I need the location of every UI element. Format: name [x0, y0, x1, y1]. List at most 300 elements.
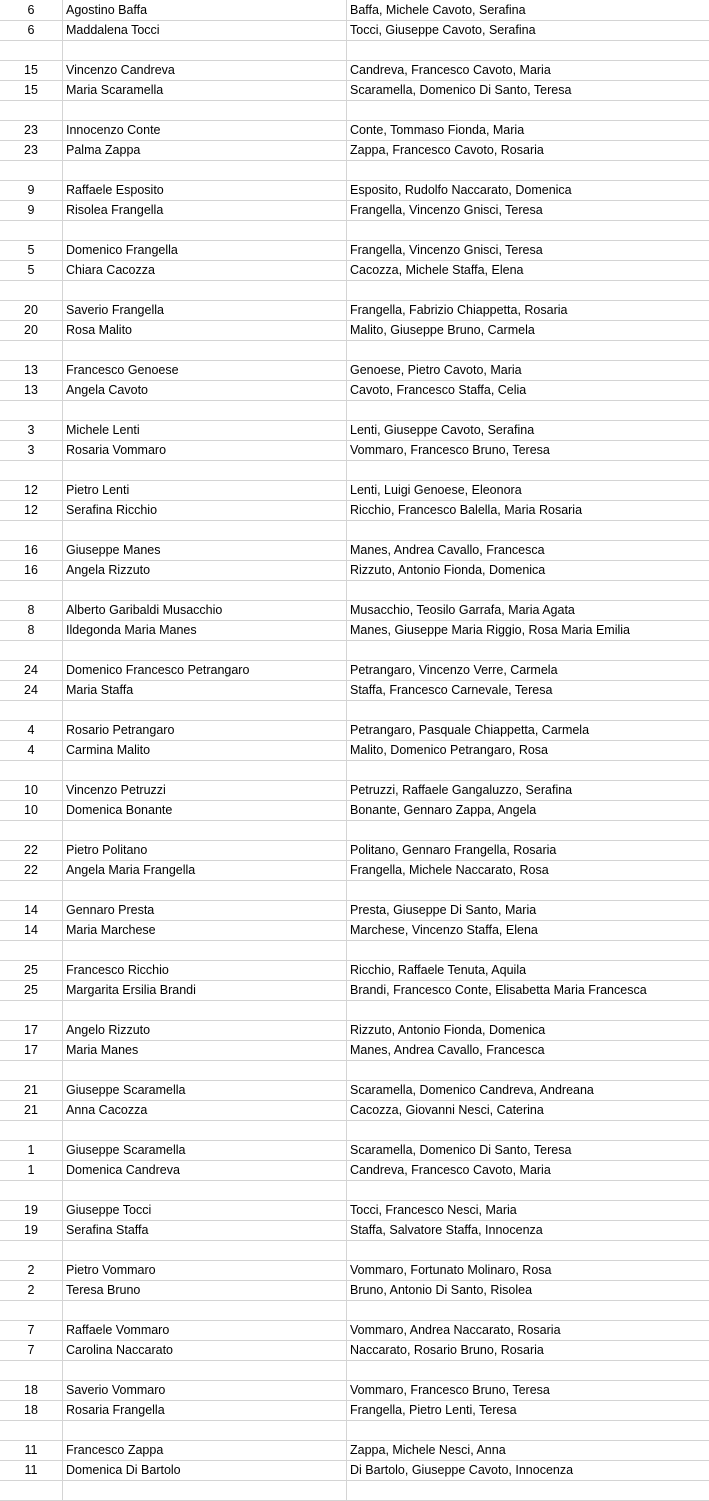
- table-row: [0, 21, 709, 41]
- table-row: [0, 1141, 709, 1161]
- spacer-row: [0, 1181, 709, 1201]
- spouse-name-cell[interactable]: Angela Rizzuto: [63, 561, 347, 581]
- row-number-cell[interactable]: 13: [0, 381, 63, 401]
- row-number-cell[interactable]: 2: [0, 1261, 63, 1281]
- spacer-row: [0, 761, 709, 781]
- spouse-name-cell[interactable]: Vincenzo Petruzzi: [63, 781, 347, 801]
- parents-cell[interactable]: [347, 821, 709, 841]
- parents-cell[interactable]: Rizzuto, Antonio Fionda, Domenica: [347, 1021, 709, 1041]
- row-number-cell[interactable]: 5: [0, 261, 63, 281]
- parents-cell[interactable]: Staffa, Francesco Carnevale, Teresa: [347, 681, 709, 701]
- row-number-cell[interactable]: 12: [0, 501, 63, 521]
- row-number-cell[interactable]: [0, 161, 63, 181]
- table-row: [0, 741, 709, 761]
- spouse-name-cell[interactable]: Vincenzo Candreva: [63, 61, 347, 81]
- table-row: [0, 1381, 709, 1401]
- table-row: [0, 421, 709, 441]
- parents-cell[interactable]: Candreva, Francesco Cavoto, Maria: [347, 61, 709, 81]
- spouse-name-cell[interactable]: Maddalena Tocci: [63, 21, 347, 41]
- parents-cell[interactable]: Lenti, Luigi Genoese, Eleonora: [347, 481, 709, 501]
- spacer-row: [0, 1301, 709, 1321]
- table-row: [0, 681, 709, 701]
- row-number-cell[interactable]: [0, 701, 63, 721]
- spouse-name-cell[interactable]: [63, 341, 347, 361]
- row-number-cell[interactable]: [0, 1121, 63, 1141]
- row-number-cell[interactable]: 22: [0, 841, 63, 861]
- row-number-cell[interactable]: [0, 101, 63, 121]
- parents-cell[interactable]: Frangella, Vincenzo Gnisci, Teresa: [347, 241, 709, 261]
- row-number-cell[interactable]: 12: [0, 481, 63, 501]
- spouse-name-cell[interactable]: [63, 761, 347, 781]
- parents-cell[interactable]: Brandi, Francesco Conte, Elisabetta Maria Francesca: [347, 981, 709, 1001]
- table-row: [0, 481, 709, 501]
- table-row: [0, 1201, 709, 1221]
- row-number-cell[interactable]: 25: [0, 981, 63, 1001]
- spouse-name-cell[interactable]: Raffaele Vommaro: [63, 1321, 347, 1341]
- spouse-name-cell[interactable]: Ildegonda Maria Manes: [63, 621, 347, 641]
- spouse-name-cell[interactable]: [63, 521, 347, 541]
- spacer-row: [0, 1121, 709, 1141]
- row-number-cell[interactable]: 10: [0, 801, 63, 821]
- parents-cell[interactable]: [347, 641, 709, 661]
- row-number-cell[interactable]: [0, 401, 63, 421]
- spacer-row: [0, 1361, 709, 1381]
- parents-cell[interactable]: [347, 101, 709, 121]
- spouse-name-cell[interactable]: Pietro Politano: [63, 841, 347, 861]
- spouse-name-cell[interactable]: Domenico Francesco Petrangaro: [63, 661, 347, 681]
- spacer-row: [0, 881, 709, 901]
- spouse-name-cell[interactable]: Giuseppe Scaramella: [63, 1081, 347, 1101]
- table-row: [0, 621, 709, 641]
- row-number-cell[interactable]: 10: [0, 781, 63, 801]
- parents-cell[interactable]: Scaramella, Domenico Di Santo, Teresa: [347, 1141, 709, 1161]
- table-row: [0, 981, 709, 1001]
- row-number-cell[interactable]: [0, 281, 63, 301]
- table-row: [0, 1461, 709, 1481]
- parents-cell[interactable]: [347, 581, 709, 601]
- table-row: [0, 441, 709, 461]
- spacer-row: [0, 221, 709, 241]
- row-number-cell[interactable]: 16: [0, 541, 63, 561]
- row-number-cell[interactable]: 22: [0, 861, 63, 881]
- spacer-row: [0, 521, 709, 541]
- spacer-row: [0, 341, 709, 361]
- spouse-name-cell[interactable]: Gennaro Presta: [63, 901, 347, 921]
- spouse-name-cell[interactable]: Maria Scaramella: [63, 81, 347, 101]
- spouse-name-cell[interactable]: Domenica Candreva: [63, 1161, 347, 1181]
- spouse-name-cell[interactable]: Domenica Di Bartolo: [63, 1461, 347, 1481]
- parents-cell[interactable]: Di Bartolo, Giuseppe Cavoto, Innocenza: [347, 1461, 709, 1481]
- parents-cell[interactable]: [347, 1421, 709, 1441]
- parents-cell[interactable]: Malito, Domenico Petrangaro, Rosa: [347, 741, 709, 761]
- parents-cell[interactable]: Tocci, Giuseppe Cavoto, Serafina: [347, 21, 709, 41]
- row-number-cell[interactable]: 16: [0, 561, 63, 581]
- spouse-name-cell[interactable]: [63, 41, 347, 61]
- row-number-cell[interactable]: 1: [0, 1161, 63, 1181]
- spouse-name-cell[interactable]: [63, 161, 347, 181]
- spacer-row: [0, 41, 709, 61]
- parents-cell[interactable]: Petrangaro, Vincenzo Verre, Carmela: [347, 661, 709, 681]
- parents-cell[interactable]: [347, 941, 709, 961]
- row-number-cell[interactable]: [0, 881, 63, 901]
- spouse-name-cell[interactable]: [63, 581, 347, 601]
- table-row: [0, 1161, 709, 1181]
- spouse-name-cell[interactable]: Rosa Malito: [63, 321, 347, 341]
- spouse-name-cell[interactable]: Rosaria Vommaro: [63, 441, 347, 461]
- row-number-cell[interactable]: [0, 581, 63, 601]
- table-row: [0, 961, 709, 981]
- parents-cell[interactable]: [347, 281, 709, 301]
- spouse-name-cell[interactable]: [63, 1421, 347, 1441]
- row-number-cell[interactable]: 23: [0, 141, 63, 161]
- row-number-cell[interactable]: 8: [0, 621, 63, 641]
- row-number-cell[interactable]: 24: [0, 661, 63, 681]
- spouse-name-cell[interactable]: [63, 1181, 347, 1201]
- parents-cell[interactable]: [347, 1001, 709, 1021]
- table-row: [0, 1441, 709, 1461]
- parents-cell[interactable]: Vommaro, Fortunato Molinaro, Rosa: [347, 1261, 709, 1281]
- row-number-cell[interactable]: [0, 341, 63, 361]
- spouse-name-cell[interactable]: Pietro Vommaro: [63, 1261, 347, 1281]
- table-row: [0, 861, 709, 881]
- row-number-cell[interactable]: 2: [0, 1281, 63, 1301]
- parents-cell[interactable]: [347, 1301, 709, 1321]
- row-number-cell[interactable]: [0, 1241, 63, 1261]
- table-row: [0, 121, 709, 141]
- spouse-name-cell[interactable]: Rosario Petrangaro: [63, 721, 347, 741]
- spouse-name-cell[interactable]: Maria Manes: [63, 1041, 347, 1061]
- table-row: [0, 561, 709, 581]
- spouse-name-cell[interactable]: Maria Marchese: [63, 921, 347, 941]
- spouse-name-cell[interactable]: Innocenzo Conte: [63, 121, 347, 141]
- row-number-cell[interactable]: 14: [0, 921, 63, 941]
- row-number-cell[interactable]: 7: [0, 1341, 63, 1361]
- spouse-name-cell[interactable]: Giuseppe Scaramella: [63, 1141, 347, 1161]
- spouse-name-cell[interactable]: Rosaria Frangella: [63, 1401, 347, 1421]
- spouse-name-cell[interactable]: Alberto Garibaldi Musacchio: [63, 601, 347, 621]
- row-number-cell[interactable]: [0, 1181, 63, 1201]
- parents-cell[interactable]: Ricchio, Raffaele Tenuta, Aquila: [347, 961, 709, 981]
- table-row: [0, 1221, 709, 1241]
- row-number-cell[interactable]: [0, 821, 63, 841]
- parents-cell[interactable]: [347, 701, 709, 721]
- row-number-cell[interactable]: 3: [0, 421, 63, 441]
- row-number-cell[interactable]: 19: [0, 1201, 63, 1221]
- spacer-row: [0, 581, 709, 601]
- row-number-cell[interactable]: 5: [0, 241, 63, 261]
- spouse-name-cell[interactable]: Teresa Bruno: [63, 1281, 347, 1301]
- table-row: [0, 801, 709, 821]
- spouse-name-cell[interactable]: Agostino Baffa: [63, 0, 347, 21]
- spouse-name-cell[interactable]: [63, 1001, 347, 1021]
- spacer-row: [0, 1061, 709, 1081]
- row-number-cell[interactable]: 14: [0, 901, 63, 921]
- parents-cell[interactable]: Manes, Andrea Cavallo, Francesca: [347, 541, 709, 561]
- row-number-cell[interactable]: 21: [0, 1081, 63, 1101]
- spouse-name-cell[interactable]: Giuseppe Tocci: [63, 1201, 347, 1221]
- parents-cell[interactable]: Conte, Tommaso Fionda, Maria: [347, 121, 709, 141]
- spouse-name-cell[interactable]: [63, 101, 347, 121]
- table-row: [0, 1081, 709, 1101]
- row-number-cell[interactable]: 6: [0, 21, 63, 41]
- parents-cell[interactable]: [347, 221, 709, 241]
- parents-cell[interactable]: [347, 1181, 709, 1201]
- table-row: [0, 901, 709, 921]
- row-number-cell[interactable]: 19: [0, 1221, 63, 1241]
- row-number-cell[interactable]: 11: [0, 1441, 63, 1461]
- table-row: [0, 1261, 709, 1281]
- table-row: [0, 1321, 709, 1341]
- parents-cell[interactable]: Scaramella, Domenico Di Santo, Teresa: [347, 81, 709, 101]
- table-row: [0, 601, 709, 621]
- row-number-cell[interactable]: 23: [0, 121, 63, 141]
- parents-cell[interactable]: [347, 1121, 709, 1141]
- table-row: [0, 381, 709, 401]
- spouse-name-cell[interactable]: Saverio Vommaro: [63, 1381, 347, 1401]
- table-row: [0, 661, 709, 681]
- parents-cell[interactable]: Bruno, Antonio Di Santo, Risolea: [347, 1281, 709, 1301]
- parents-cell[interactable]: Musacchio, Teosilo Garrafa, Maria Agata: [347, 601, 709, 621]
- spacer-row: [0, 161, 709, 181]
- table-row: [0, 0, 709, 21]
- spouse-name-cell[interactable]: [63, 1361, 347, 1381]
- parents-cell[interactable]: Petruzzi, Raffaele Gangaluzzo, Serafina: [347, 781, 709, 801]
- spouse-name-cell[interactable]: [63, 701, 347, 721]
- parents-cell[interactable]: [347, 881, 709, 901]
- table-row: [0, 1041, 709, 1061]
- parents-cell[interactable]: Staffa, Salvatore Staffa, Innocenza: [347, 1221, 709, 1241]
- spouse-name-cell[interactable]: Serafina Ricchio: [63, 501, 347, 521]
- spouse-name-cell[interactable]: Maria Staffa: [63, 681, 347, 701]
- spouse-name-cell[interactable]: Giuseppe Manes: [63, 541, 347, 561]
- row-number-cell[interactable]: 4: [0, 741, 63, 761]
- spacer-row: [0, 641, 709, 661]
- row-number-cell[interactable]: 17: [0, 1041, 63, 1061]
- row-number-cell[interactable]: [0, 1061, 63, 1081]
- row-number-cell[interactable]: 17: [0, 1021, 63, 1041]
- table-row: [0, 1101, 709, 1121]
- spouse-name-cell[interactable]: Francesco Zappa: [63, 1441, 347, 1461]
- parents-cell[interactable]: Manes, Andrea Cavallo, Francesca: [347, 1041, 709, 1061]
- parents-cell[interactable]: [347, 1241, 709, 1261]
- row-number-cell[interactable]: 18: [0, 1401, 63, 1421]
- spouse-name-cell[interactable]: Domenico Frangella: [63, 241, 347, 261]
- spouse-name-cell[interactable]: Risolea Frangella: [63, 201, 347, 221]
- spouse-name-cell[interactable]: [63, 401, 347, 421]
- row-number-cell[interactable]: 20: [0, 301, 63, 321]
- row-number-cell[interactable]: 1: [0, 1141, 63, 1161]
- parents-cell[interactable]: Esposito, Rudolfo Naccarato, Domenica: [347, 181, 709, 201]
- table-row: [0, 1341, 709, 1361]
- spouse-name-cell[interactable]: Serafina Staffa: [63, 1221, 347, 1241]
- row-number-cell[interactable]: [0, 461, 63, 481]
- parents-cell[interactable]: [347, 461, 709, 481]
- parents-cell[interactable]: Manes, Giuseppe Maria Riggio, Rosa Maria Emilia: [347, 621, 709, 641]
- row-number-cell[interactable]: 11: [0, 1461, 63, 1481]
- spouse-name-cell[interactable]: [63, 641, 347, 661]
- parents-cell[interactable]: Vommaro, Francesco Bruno, Teresa: [347, 1381, 709, 1401]
- parents-cell[interactable]: Vommaro, Andrea Naccarato, Rosaria: [347, 1321, 709, 1341]
- parents-cell[interactable]: Ricchio, Francesco Balella, Maria Rosaria: [347, 501, 709, 521]
- table-row: [0, 781, 709, 801]
- row-number-cell[interactable]: [0, 641, 63, 661]
- parents-cell[interactable]: Cacozza, Giovanni Nesci, Caterina: [347, 1101, 709, 1121]
- parents-cell[interactable]: [347, 41, 709, 61]
- parents-cell[interactable]: Lenti, Giuseppe Cavoto, Serafina: [347, 421, 709, 441]
- parents-cell[interactable]: [347, 1361, 709, 1381]
- row-number-cell[interactable]: 7: [0, 1321, 63, 1341]
- table-row: [0, 1281, 709, 1301]
- parents-cell[interactable]: [347, 161, 709, 181]
- spouse-name-cell[interactable]: Pietro Lenti: [63, 481, 347, 501]
- row-number-cell[interactable]: 15: [0, 61, 63, 81]
- row-number-cell[interactable]: [0, 1301, 63, 1321]
- spouse-name-cell[interactable]: Anna Cacozza: [63, 1101, 347, 1121]
- spacer-row: [0, 821, 709, 841]
- row-number-cell[interactable]: [0, 1361, 63, 1381]
- table-row: [0, 501, 709, 521]
- spouse-name-cell[interactable]: Palma Zappa: [63, 141, 347, 161]
- row-number-cell[interactable]: [0, 1001, 63, 1021]
- spouse-name-cell[interactable]: [63, 1481, 347, 1501]
- parents-cell[interactable]: [347, 1481, 709, 1501]
- parents-cell[interactable]: Baffa, Michele Cavoto, Serafina: [347, 0, 709, 21]
- row-number-cell[interactable]: [0, 761, 63, 781]
- parents-cell[interactable]: Scaramella, Domenico Candreva, Andreana: [347, 1081, 709, 1101]
- spouse-name-cell[interactable]: Francesco Genoese: [63, 361, 347, 381]
- parents-cell[interactable]: Candreva, Francesco Cavoto, Maria: [347, 1161, 709, 1181]
- parents-cell[interactable]: [347, 521, 709, 541]
- row-number-cell[interactable]: 8: [0, 601, 63, 621]
- parents-cell[interactable]: [347, 761, 709, 781]
- spacer-row: [0, 1241, 709, 1261]
- spouse-name-cell[interactable]: Domenica Bonante: [63, 801, 347, 821]
- row-number-cell[interactable]: 18: [0, 1381, 63, 1401]
- table-row: [0, 261, 709, 281]
- parents-cell[interactable]: Vommaro, Francesco Bruno, Teresa: [347, 441, 709, 461]
- spouse-name-cell[interactable]: [63, 1121, 347, 1141]
- parents-cell[interactable]: Presta, Giuseppe Di Santo, Maria: [347, 901, 709, 921]
- spacer-row: [0, 401, 709, 421]
- spouse-name-cell[interactable]: Carolina Naccarato: [63, 1341, 347, 1361]
- table-row: [0, 921, 709, 941]
- parents-cell[interactable]: Politano, Gennaro Frangella, Rosaria: [347, 841, 709, 861]
- parents-cell[interactable]: [347, 401, 709, 421]
- table-row: [0, 61, 709, 81]
- table-row: [0, 321, 709, 341]
- spouse-name-cell[interactable]: Saverio Frangella: [63, 301, 347, 321]
- spouse-name-cell[interactable]: Raffaele Esposito: [63, 181, 347, 201]
- table-row: [0, 201, 709, 221]
- spouse-name-cell[interactable]: [63, 1061, 347, 1081]
- parents-cell[interactable]: Frangella, Michele Naccarato, Rosa: [347, 861, 709, 881]
- parents-cell[interactable]: Marchese, Vincenzo Staffa, Elena: [347, 921, 709, 941]
- parents-cell[interactable]: Malito, Giuseppe Bruno, Carmela: [347, 321, 709, 341]
- spouse-name-cell[interactable]: Carmina Malito: [63, 741, 347, 761]
- row-number-cell[interactable]: [0, 41, 63, 61]
- spacer-row: [0, 1481, 709, 1501]
- spouse-name-cell[interactable]: Michele Lenti: [63, 421, 347, 441]
- parents-cell[interactable]: Cacozza, Michele Staffa, Elena: [347, 261, 709, 281]
- spouse-name-cell[interactable]: [63, 941, 347, 961]
- spouse-name-cell[interactable]: Chiara Cacozza: [63, 261, 347, 281]
- parents-cell[interactable]: Tocci, Francesco Nesci, Maria: [347, 1201, 709, 1221]
- spacer-row: [0, 281, 709, 301]
- table-row: [0, 841, 709, 861]
- spouse-name-cell[interactable]: [63, 821, 347, 841]
- table-row: [0, 81, 709, 101]
- spouse-name-cell[interactable]: Angelo Rizzuto: [63, 1021, 347, 1041]
- row-number-cell[interactable]: 15: [0, 81, 63, 101]
- spouse-name-cell[interactable]: [63, 281, 347, 301]
- spacer-row: [0, 461, 709, 481]
- spouse-name-cell[interactable]: [63, 1301, 347, 1321]
- spouse-name-cell[interactable]: Francesco Ricchio: [63, 961, 347, 981]
- parents-cell[interactable]: Frangella, Pietro Lenti, Teresa: [347, 1401, 709, 1421]
- table-row: [0, 361, 709, 381]
- table-row: [0, 141, 709, 161]
- parents-cell[interactable]: [347, 341, 709, 361]
- parents-cell[interactable]: Zappa, Francesco Cavoto, Rosaria: [347, 141, 709, 161]
- spacer-row: [0, 101, 709, 121]
- spouse-name-cell[interactable]: [63, 221, 347, 241]
- table-row: [0, 1401, 709, 1421]
- table-row: [0, 721, 709, 741]
- spouse-name-cell[interactable]: [63, 881, 347, 901]
- parents-cell[interactable]: Cavoto, Francesco Staffa, Celia: [347, 381, 709, 401]
- table-row: [0, 241, 709, 261]
- row-number-cell[interactable]: 25: [0, 961, 63, 981]
- parents-cell[interactable]: Frangella, Vincenzo Gnisci, Teresa: [347, 201, 709, 221]
- parents-cell[interactable]: Frangella, Fabrizio Chiappetta, Rosaria: [347, 301, 709, 321]
- parents-cell[interactable]: Zappa, Michele Nesci, Anna: [347, 1441, 709, 1461]
- spacer-row: [0, 1421, 709, 1441]
- parents-cell[interactable]: [347, 1061, 709, 1081]
- parents-cell[interactable]: Petrangaro, Pasquale Chiappetta, Carmela: [347, 721, 709, 741]
- row-number-cell[interactable]: [0, 521, 63, 541]
- row-number-cell[interactable]: 9: [0, 181, 63, 201]
- row-number-cell[interactable]: 13: [0, 361, 63, 381]
- row-number-cell[interactable]: 20: [0, 321, 63, 341]
- row-number-cell[interactable]: 4: [0, 721, 63, 741]
- parents-cell[interactable]: Rizzuto, Antonio Fionda, Domenica: [347, 561, 709, 581]
- row-number-cell[interactable]: 3: [0, 441, 63, 461]
- row-number-cell[interactable]: 9: [0, 201, 63, 221]
- spouse-name-cell[interactable]: [63, 461, 347, 481]
- row-number-cell[interactable]: 24: [0, 681, 63, 701]
- row-number-cell[interactable]: [0, 1481, 63, 1501]
- row-number-cell[interactable]: [0, 941, 63, 961]
- spouse-name-cell[interactable]: Angela Maria Frangella: [63, 861, 347, 881]
- row-number-cell[interactable]: 21: [0, 1101, 63, 1121]
- spacer-row: [0, 701, 709, 721]
- table-row: [0, 181, 709, 201]
- spacer-row: [0, 1001, 709, 1021]
- parents-cell[interactable]: Bonante, Gennaro Zappa, Angela: [347, 801, 709, 821]
- row-number-cell[interactable]: [0, 1421, 63, 1441]
- spouse-name-cell[interactable]: Angela Cavoto: [63, 381, 347, 401]
- table-row: [0, 1021, 709, 1041]
- table-row: [0, 541, 709, 561]
- row-number-cell[interactable]: [0, 221, 63, 241]
- table-row: [0, 301, 709, 321]
- row-number-cell[interactable]: 6: [0, 0, 63, 21]
- parents-cell[interactable]: Genoese, Pietro Cavoto, Maria: [347, 361, 709, 381]
- parents-cell[interactable]: Naccarato, Rosario Bruno, Rosaria: [347, 1341, 709, 1361]
- spouse-name-cell[interactable]: Margarita Ersilia Brandi: [63, 981, 347, 1001]
- spacer-row: [0, 941, 709, 961]
- spouse-name-cell[interactable]: [63, 1241, 347, 1261]
